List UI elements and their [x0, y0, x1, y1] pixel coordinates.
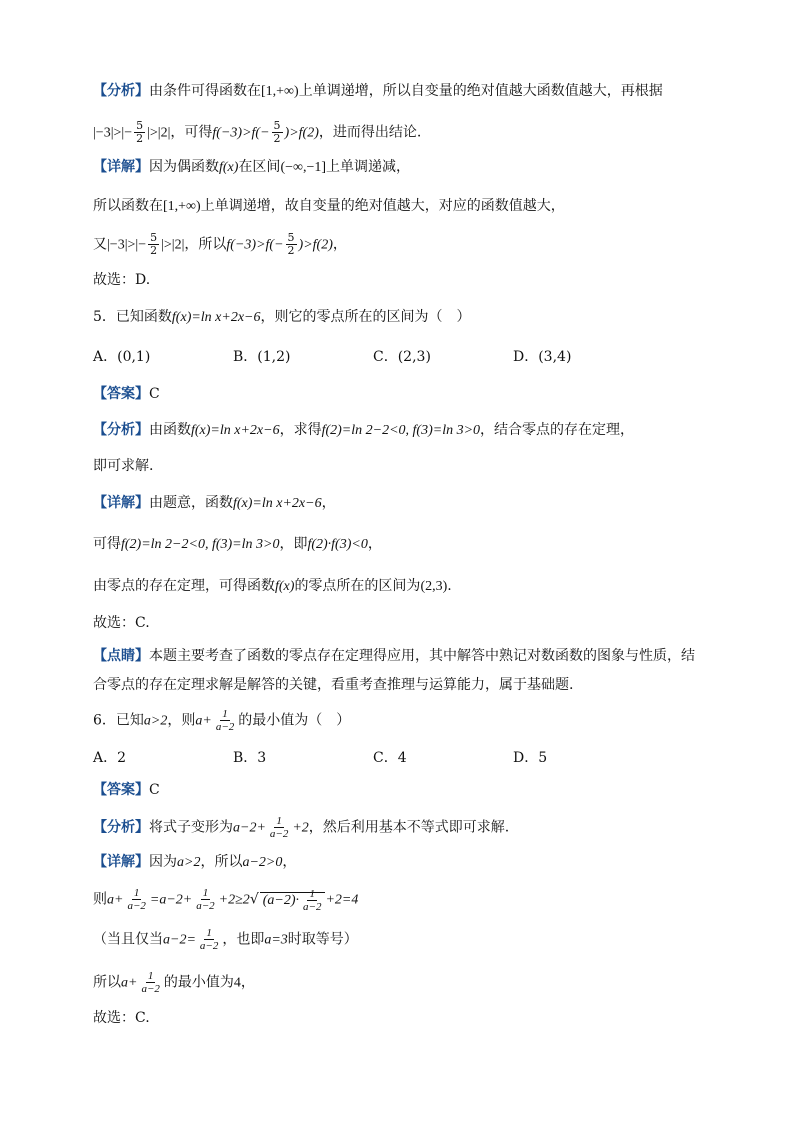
sqrt-radicand: (a−2)· $\frac{1}{a-2}$ [260, 892, 326, 908]
fraction: $\frac{1}{a-2}$ [303, 887, 322, 913]
section-tag: 【详解】 [93, 159, 149, 175]
solution-line: 【详解】因为a>2，所以a−2>0， [93, 854, 297, 870]
option-d: D．5 [513, 750, 548, 766]
solution-line-cont: （当且仅当a−2= $\frac{1}{a-2}$ ，也即a=3时取等号） [93, 927, 358, 952]
choice-line: 故选：D. [93, 272, 151, 288]
section-tag: 【详解】 [93, 854, 149, 870]
solution-line-cont: 由零点的存在定理，可得函数f(x)的零点所在的区间为(2,3). [93, 578, 452, 594]
analysis-line: 【分析】由函数f(x)=ln x+2x−6，求得f(2)=ln 2−2<0, f(3)=ln 3>0，结合零点的存在定理， [93, 422, 635, 438]
fraction: $\frac{1}{a-2}$ [141, 970, 160, 995]
choice-line: 故选：C. [93, 615, 150, 631]
fraction: $\frac{5}{2}$ [273, 119, 281, 145]
solution-line-cont: 可得f(2)=ln 2−2<0, f(3)=ln 3>0，即f(2)·f(3)<0， [93, 536, 382, 552]
sqrt-icon: √ [249, 891, 259, 908]
fraction: $\frac{5}{2}$ [150, 231, 158, 257]
option-b: B．3 [233, 750, 267, 766]
fraction: $\frac{5}{2}$ [287, 231, 295, 257]
option-d: D．(3,4) [513, 349, 572, 365]
analysis-line-cont: |−3|>|− $\frac{5}{2}$ |>|2|，可得f(−3)>f(− $\frac{5}{2}$ )>f(2)，进而得出结论. [93, 119, 422, 145]
remark-line-cont: 合零点的存在定理求解是解答的关键，看重考查推理与运算能力，属于基础题. [93, 677, 574, 693]
option-c: C．4 [373, 750, 407, 766]
answer-line: 【答案】C [93, 386, 160, 402]
option-b: B．(1,2) [233, 349, 291, 365]
section-tag: 【答案】 [93, 782, 149, 798]
choice-line: 故选：C. [93, 1010, 150, 1026]
section-tag: 【答案】 [93, 386, 149, 402]
solution-line: 【详解】由题意，函数f(x)=ln x+2x−6， [93, 495, 336, 511]
fraction: $\frac{5}{2}$ [136, 119, 144, 145]
fraction: $\frac{1}{a-2}$ [127, 887, 146, 912]
fraction: $\frac{1}{a-2}$ [196, 887, 215, 912]
question-6-options [93, 748, 714, 768]
answer-line: 【答案】C [93, 782, 160, 798]
section-tag: 【分析】 [93, 422, 149, 438]
analysis-line: 【分析】由条件可得函数在[1,+∞)上单调递增，所以自变量的绝对值越大函数值越大，再根据 [93, 83, 663, 99]
remark-line: 【点睛】本题主要考查了函数的零点存在定理得应用，其中解答中熟记对数函数的图象与性质，结 [93, 648, 695, 664]
solution-line-cont: 则a+ $\frac{1}{a-2}$ =a−2+ $\frac{1}{a-2}$ +2≥2√ (a−2)· $\frac{1}{a-2}$ +2=4 [93, 887, 359, 913]
fraction: $\frac{1}{a-2}$ [199, 927, 219, 952]
question-6: 6．已知a>2，则a+ $\frac{1}{a-2}$ 的最小值为（ ） [93, 708, 351, 733]
section-tag: 【分析】 [93, 819, 149, 836]
analysis-line: 【分析】将式子变形为a−2+ $\frac{1}{a-2}$ +2，然后利用基本不等式即可求解. [93, 815, 510, 840]
section-tag: 【详解】 [93, 495, 149, 511]
solution-line-cont: 所以a+ $\frac{1}{a-2}$ 的最小值为4， [93, 970, 255, 995]
section-tag: 【点睛】 [93, 648, 149, 664]
option-a: A．(0,1) [93, 349, 151, 365]
option-c: C．(2,3) [373, 349, 431, 365]
question-5: 5．已知函数f(x)=ln x+2x−6，则它的零点所在的区间为（ ） [93, 309, 471, 325]
analysis-line-cont: 即可求解. [93, 458, 154, 474]
section-tag: 【分析】 [93, 83, 149, 99]
question-5-options [93, 347, 714, 367]
option-a: A．2 [93, 750, 127, 766]
solution-line-cont: 又|−3|>|− $\frac{5}{2}$ |>|2|，所以f(−3)>f(− $\frac{5}{2}$ )>f(2)， [93, 231, 347, 257]
solution-line: 【详解】因为偶函数f(x)在区间(−∞,−1]上单调递减， [93, 159, 411, 175]
fraction: $\frac{1}{a-2}$ [269, 815, 289, 840]
solution-line-cont: 所以函数在[1,+∞)上单调递增，故自变量的绝对值越大，对应的函数值越大， [93, 198, 565, 214]
fraction: $\frac{1}{a-2}$ [215, 708, 235, 733]
